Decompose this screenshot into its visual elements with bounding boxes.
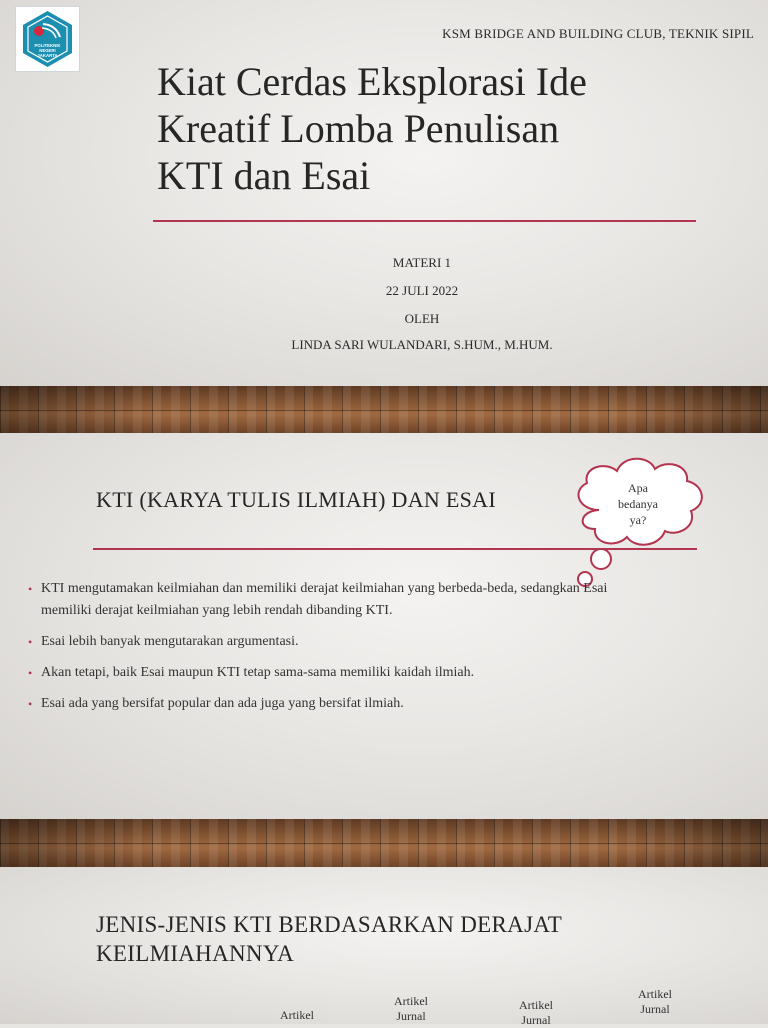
list-item — [28, 693, 608, 715]
slide-title — [0, 0, 768, 386]
bullet-dot-icon: • — [28, 635, 33, 649]
slide2-title: KTI (KARYA TULIS ILMIAH) DAN ESAI — [96, 487, 496, 512]
bullet-list — [28, 578, 608, 724]
kti-type-line: Jurnal — [396, 1009, 426, 1023]
bullet-text: Esai lebih banyak mengutarakan argumentasi. — [41, 634, 299, 649]
kti-type-item — [384, 994, 438, 1024]
svg-text:POLITEKNIK: POLITEKNIK — [34, 43, 61, 48]
kti-type-line: Jurnal — [640, 1002, 670, 1016]
kti-type-line: Artikel — [519, 998, 553, 1012]
title-line: Kreatif Lomba Penulisan — [157, 106, 560, 151]
kti-type-line: Artikel — [638, 987, 672, 1001]
meta-date: 22 JULI 2022 — [385, 283, 459, 298]
meta-author: LINDA SARI WULANDARI, S.HUM., M.HUM. — [291, 337, 553, 352]
politeknik-logo — [15, 6, 80, 72]
meta-oleh: OLEH — [404, 311, 440, 326]
thought-bubble-text — [607, 480, 669, 528]
kti-type-line: Artikel — [394, 994, 428, 1008]
list-item — [28, 662, 608, 684]
bubble-line: Apa — [628, 481, 648, 495]
kti-type-item — [628, 987, 682, 1017]
svg-text:NEGERI: NEGERI — [39, 48, 56, 53]
kti-type-item — [270, 1008, 324, 1023]
title-line: Kiat Cerdas Eksplorasi Ide — [157, 59, 587, 104]
meta-materi: MATERI 1 — [392, 255, 452, 270]
bullet-text: Akan tetapi, baik Esai maupun KTI tetap sama-sama memiliki kaidah ilmiah. — [41, 665, 475, 680]
bullet-dot-icon: • — [28, 582, 33, 596]
bullet-dot-icon: • — [28, 697, 33, 711]
bubble-line: ya? — [629, 513, 647, 527]
title-divider — [153, 220, 696, 222]
title-line: KTI dan Esai — [157, 153, 371, 198]
list-item — [28, 578, 608, 622]
logo-emblem-icon — [16, 7, 79, 71]
bullet-dot-icon: • — [28, 666, 33, 680]
title-line: KEILMIAHANNYA — [96, 941, 295, 966]
bullet-text: KTI mengutamakan keilmiahan dan memiliki derajat keilmiahan yang berbeda-beda, sedangkan Esai memiliki derajat keilmiahan yang lebih rendah dibanding KTI. — [41, 581, 608, 618]
bubble-line: bedanya — [618, 497, 658, 511]
svg-text:JAKARTA: JAKARTA — [37, 53, 58, 58]
presentation-title — [157, 58, 737, 199]
list-item — [28, 631, 608, 653]
wood-floor-divider — [0, 819, 768, 867]
bullet-text: Esai ada yang bersifat popular dan ada juga yang bersifat ilmiah. — [41, 696, 404, 711]
kti-type-line: Artikel — [280, 1008, 314, 1022]
slide3-title — [96, 910, 696, 968]
kti-type-line: Jurnal — [521, 1013, 551, 1027]
title-line: JENIS-JENIS KTI BERDASARKAN DERAJAT — [96, 912, 563, 937]
wood-floor-divider — [0, 386, 768, 433]
club-name: KSM BRIDGE AND BUILDING CLUB, TEKNIK SIPIL — [442, 26, 754, 41]
